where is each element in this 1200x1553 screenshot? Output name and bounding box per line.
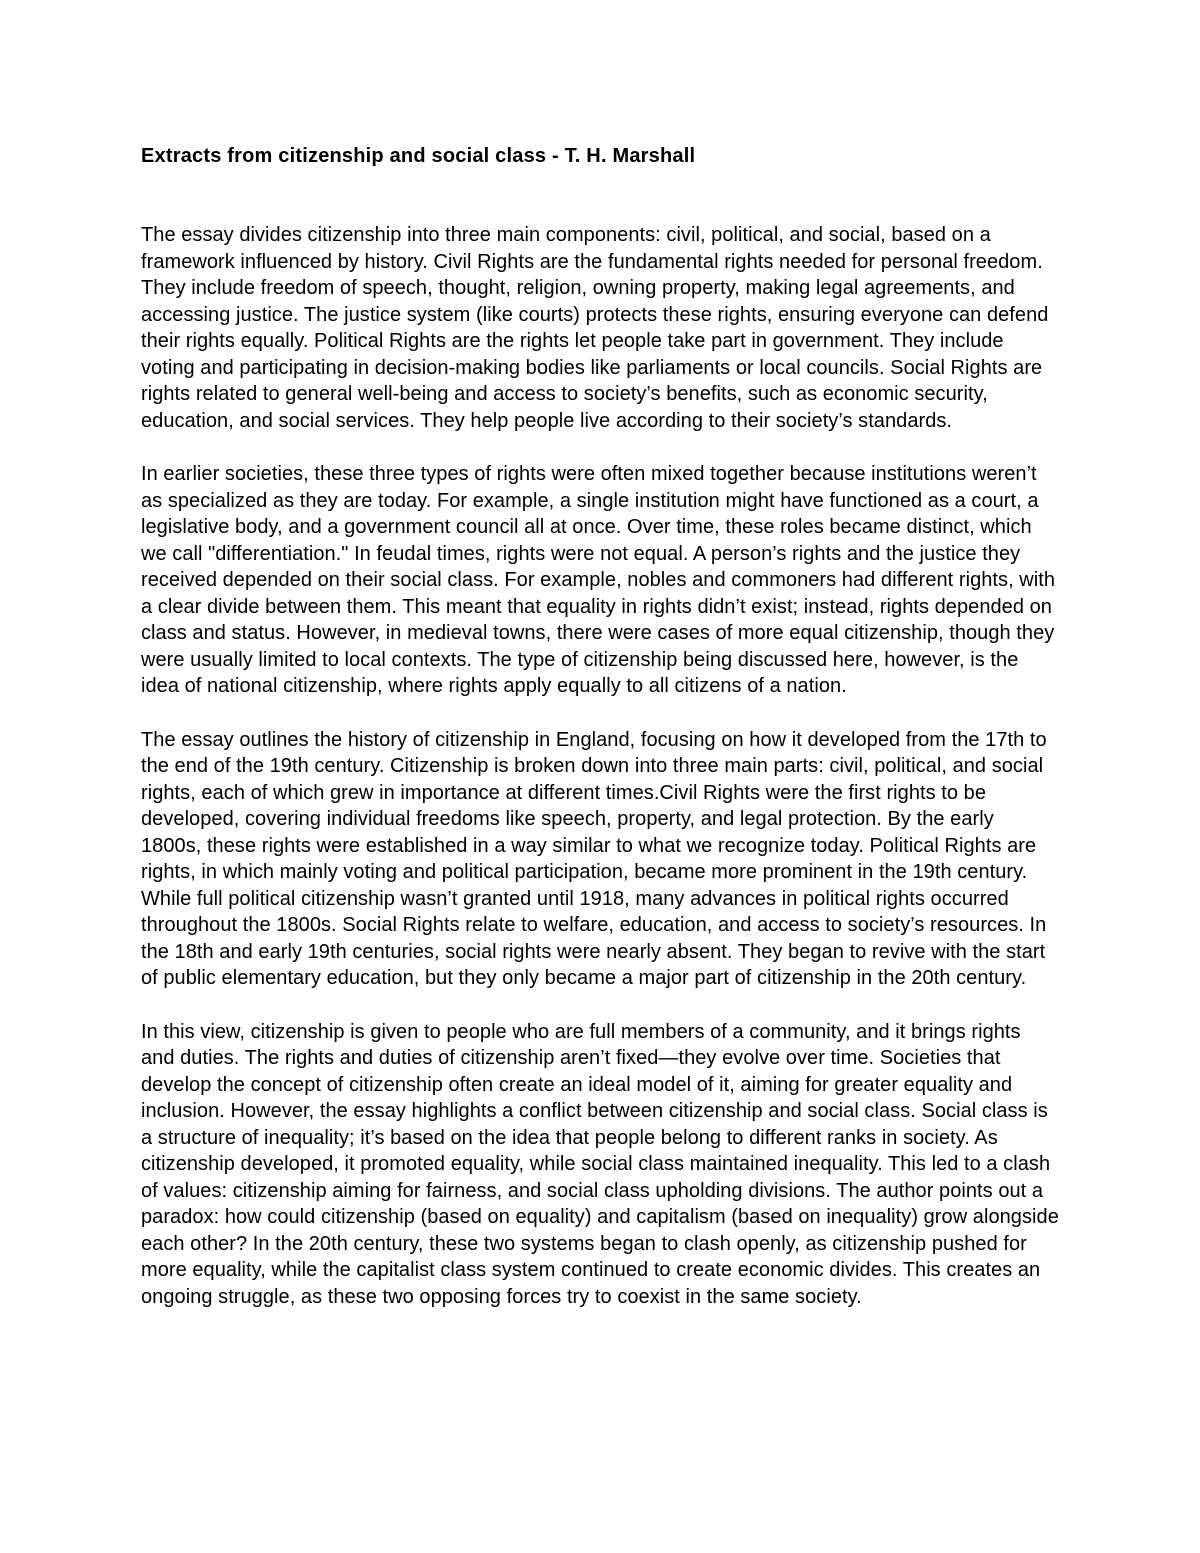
document-body	[141, 143, 1059, 1310]
paragraph-civil-political-social-components: The essay divides citizenship into three main components: civil, political, and social, based on a framework influenced by history. Civil Rights are the fundamental rights needed for personal freedom. They include freedom of speech, thought, religion, owning property, making legal agreements, and accessing justice. The justice system (like courts) protects these rights, ensuring everyone can defend their rights equally. Political Rights are the rights let people take part in government. They include voting and participating in decision-making bodies like parliaments or local councils. Social Rights are rights related to general well-being and access to society’s benefits, such as economic security, education, and social services. They help people live according to their society’s standards.	[141, 224, 1049, 432]
paragraph-citizenship-versus-social-class: In this view, citizenship is given to people who are full members of a community, and it brings rights and duties. The rights and duties of citizenship aren’t fixed—they evolve over time. Societies that develop the concept of citizenship often create an ideal model of it, aiming for greater equality and inclusion. However, the essay highlights a conflict between citizenship and social class. Social class is a structure of inequality; it’s based on the idea that people belong to different ranks in society. As citizenship developed, it promoted equality, while social class maintained inequality. This led to a clash of values: citizenship aiming for fairness, and social class upholding divisions. The author points out a paradox: how could citizenship (based on equality) and capitalism (based on inequality) grow alongside each other? In the 20th century, these two systems began to clash openly, as citizenship pushed for more equality, while the capitalist class system continued to create economic divides. This creates an ongoing struggle, as these two opposing forces try to coexist in the same society.	[141, 1020, 1059, 1308]
paragraph-earlier-societies: In earlier societies, these three types of rights were often mixed together because institutions weren’t as specialized as they are today. For example, a single institution might have functioned as a court, a legislative body, and a government council all at once. Over time, these roles became distinct, which we call "differentiation." In feudal times, rights were not equal. A person’s rights and the justice they received depended on their social class. For example, nobles and commoners had different rights, with a clear divide between them. This meant that equality in rights didn’t exist; instead, rights depended on class and status. However, in medieval towns, there were cases of more equal citizenship, though they were usually limited to local contexts. The type of citizenship being discussed here, however, is the idea of national citizenship, where rights apply equally to all citizens of a nation.	[141, 463, 1056, 697]
document-title: Extracts from citizenship and social class - T. H. Marshall	[141, 145, 696, 167]
paragraph-history-of-citizenship-in-england: The essay outlines the history of citizenship in England, focusing on how it developed from the 17th to the end of the 19th century. Citizenship is broken down into three main parts: civil, political, and social rights, each of which grew in importance at different times.Civil Rights were the first rights to be developed, covering individual freedoms like speech, property, and legal protection. By the early 1800s, these rights were established in a way similar to what we recognize today. Political Rights are rights, in which mainly voting and political participation, became more prominent in the 19th century. While full political citizenship wasn’t granted until 1918, many advances in political rights occurred throughout the 1800s. Social Rights relate to welfare, education, and access to society’s resources. In the 18th and early 19th centuries, social rights were nearly absent. They began to revive with the start of public elementary education, but they only became a major part of citizenship in the 20th century.	[141, 728, 1047, 989]
